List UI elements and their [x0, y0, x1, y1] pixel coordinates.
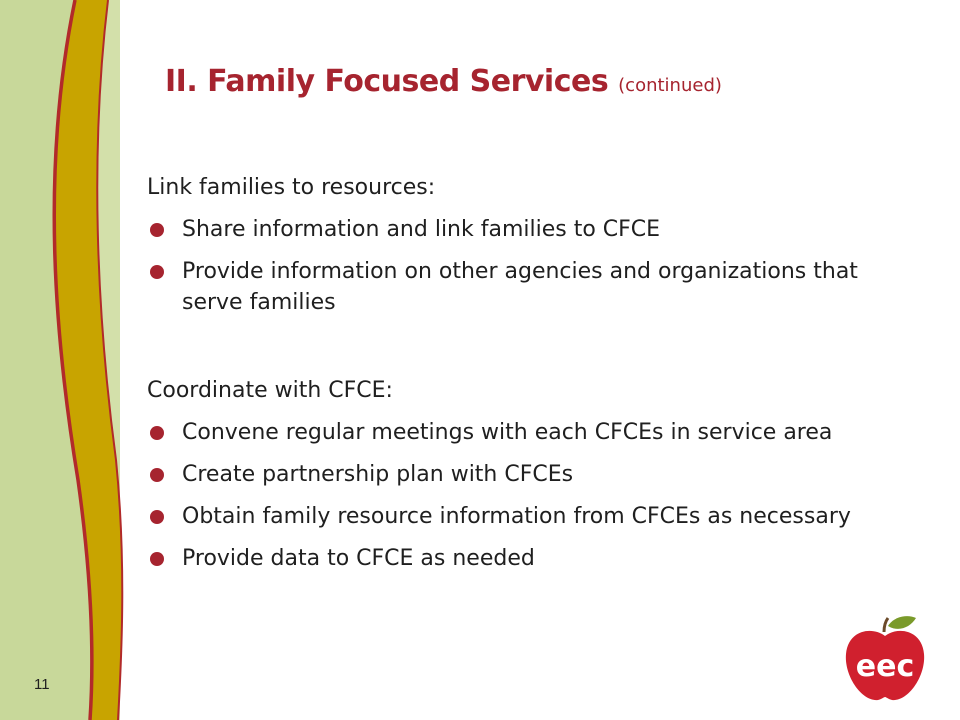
list-item-text: Share information and link families to CFCE: [182, 217, 661, 242]
side-decoration: [0, 0, 140, 720]
slide-title-main: II. Family Focused Services: [165, 64, 609, 99]
list-item: [147, 256, 887, 318]
slide-content: [147, 172, 887, 585]
bullet-icon: [150, 426, 164, 440]
section-label-resources: Link families to resources:: [147, 175, 436, 200]
list-item: [147, 543, 887, 574]
slide-title: [165, 64, 722, 99]
list-item: [147, 501, 887, 532]
section-spacer: [147, 329, 887, 375]
page-number: 11: [34, 676, 50, 693]
bullet-icon: [150, 223, 164, 237]
bullet-list-coordinate: [147, 417, 887, 574]
bullet-list-resources: [147, 214, 887, 318]
list-item-text: Convene regular meetings with each CFCEs in service area: [182, 420, 833, 445]
apple-leaf-icon: [888, 616, 916, 629]
list-item: [147, 459, 887, 490]
eec-logo-icon: [842, 614, 928, 704]
slide-title-suffix: (continued): [618, 75, 722, 96]
apple-stem-icon: [884, 618, 888, 632]
bullet-icon: [150, 552, 164, 566]
list-item-text: Obtain family resource information from CFCEs as necessary: [182, 504, 851, 529]
bullet-icon: [150, 265, 164, 279]
section-label-coordinate: Coordinate with CFCE:: [147, 378, 393, 403]
bullet-icon: [150, 510, 164, 524]
logo-text: eec: [855, 649, 915, 684]
list-item: [147, 417, 887, 448]
bullet-icon: [150, 468, 164, 482]
list-item-text: Provide data to CFCE as needed: [182, 546, 535, 571]
list-item-text: Create partnership plan with CFCEs: [182, 462, 574, 487]
list-item: [147, 214, 887, 245]
list-item-text: Provide information on other agencies and organizations that serve families: [182, 259, 858, 315]
